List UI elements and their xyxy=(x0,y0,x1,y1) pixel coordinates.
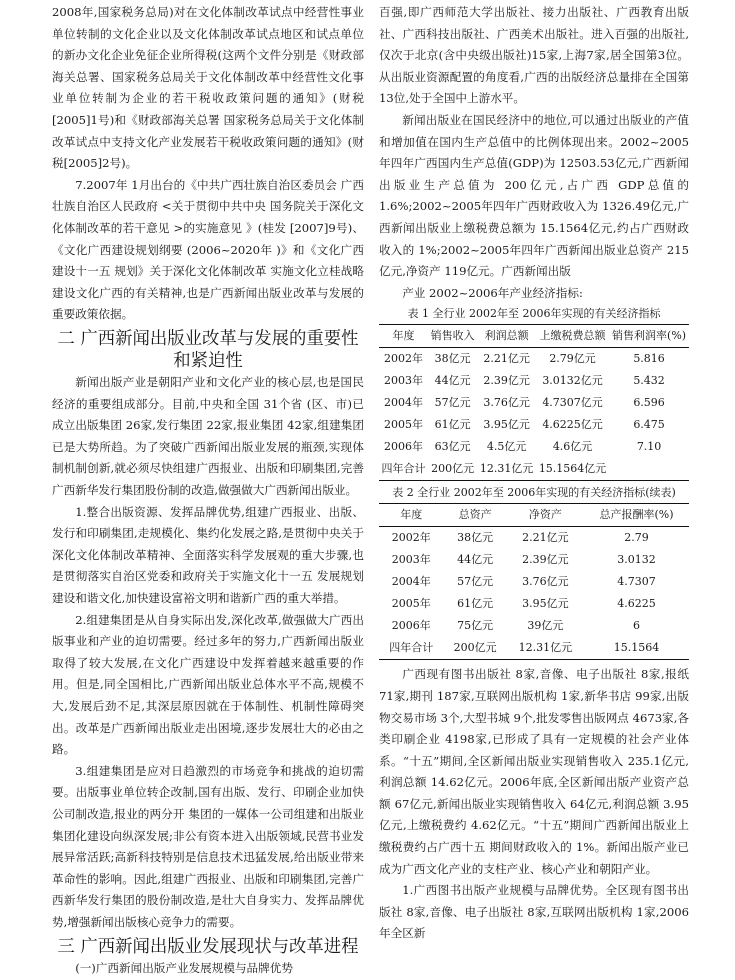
table-row xyxy=(379,370,689,392)
table-cell: 四年合计 xyxy=(381,462,426,476)
table-cell: 12.31亿元 xyxy=(518,641,573,655)
table-cell: 4.6亿元 xyxy=(552,440,593,454)
table-cell: 四年合计 xyxy=(389,641,434,655)
table-cell: 200亿元 xyxy=(431,462,475,476)
table-cell: 4.7307亿元 xyxy=(542,396,603,410)
paragraph-book-publishing: 1.广西图书出版产业规模与品牌优势。全区现有图书出版社 8家,音像、电子出版社 8家,互联网出版机构 1家,2006年全区新 xyxy=(379,883,689,941)
table-row xyxy=(379,549,689,571)
table-2-header: 总资产 xyxy=(458,508,492,522)
table-cell: 6.475 xyxy=(633,418,665,432)
table-cell: 44亿元 xyxy=(457,553,494,567)
table-1-header: 销售利润率(%) xyxy=(612,329,687,343)
table-row xyxy=(379,615,689,637)
paragraph-tax-policy: 2008年,国家税务总局)对在文化体制改革试点中经营性事业单位转制的文化企业以及文化体制改革试点地区和试点单位的新办文化企业免征企业所得税(这两个文件分别是《财政部海关总署、国家税务总局关于文化体制改革中经营性文化事业单位转制为企业的若干税收政策问题的通知》(财税[2005]1号)和《财政部海关总署 国家税务总局关于文化体制改革试点中支持文化产业发展若干税收政策问题的通知》(财税[2005]2号)。 xyxy=(52,5,364,171)
table-1-header: 年度 xyxy=(392,329,415,343)
table-cell: 2006年 xyxy=(384,440,424,454)
table-cell: 44亿元 xyxy=(434,374,471,388)
table-cell: 3.95亿元 xyxy=(522,597,569,611)
table-cell: 57亿元 xyxy=(434,396,471,410)
table-cell: 2004年 xyxy=(384,396,424,410)
table-row xyxy=(379,436,689,458)
table-cell: 2004年 xyxy=(391,575,431,589)
paragraph-economic-status: 新闻出版业在国民经济中的地位,可以通过出版业的产值和增加值在国内生产总值中的比例体现出来。2002~2005年四年广西国内生产总值(GDP)为 12503.53亿元,广西新闻出版业生产总值为 200亿元,占广西 GDP总值的 1.6%;2002~2005年四年广西财政收入为 1326.49亿元,广西新闻出版业上缴税费总额为 15.1564亿元,约占广西财政收入的 1%;2002~2005年四年广西新闻出版业总资产 215亿元,净资产 119亿元。广西新闻出版 xyxy=(379,112,689,279)
table-cell: 3.76亿元 xyxy=(522,575,569,589)
table-cell: 200亿元 xyxy=(453,641,497,655)
table-cell: 4.7307 xyxy=(617,575,656,589)
table-cell: 39亿元 xyxy=(527,619,564,633)
table-1 xyxy=(379,324,689,481)
table-row xyxy=(379,527,689,550)
table-cell: 61亿元 xyxy=(434,418,471,432)
table-cell: 2003年 xyxy=(391,553,431,567)
subsection-heading-1: (一)广西新闻出版产业发展规模与品牌优势 xyxy=(75,961,293,976)
table-2-caption: 表 2 全行业 2002年至 2006年实现的有关经济指标(续表) xyxy=(392,486,676,500)
section-heading-2: 二 广西新闻出版业改革与发展的重要性和紧迫性 xyxy=(57,328,359,371)
table-row xyxy=(379,348,689,371)
paragraph-indicator-intro: 产业 2002~2006年产业经济指标: xyxy=(402,285,583,300)
table-row xyxy=(379,571,689,593)
paragraph-point-3: 3.组建集团是应对日趋激烈的市场竞争和挑战的迫切需要。出版事业单位转企改制,国有出版、发行、印刷企业加快公司制改造,报业的两分开 集团的一媒体一公司组建和出版业集团化建设向纵深发展;非公有资本进入出版领域,民营书业发展异常活跃;高新科技特别是信息技术迅猛发展,给出版业带来革命性的影响。因此,组建广西报业、出版和印刷集团,完善广西新华发行集团的股份制改造,是壮大自身实力、发挥品牌优势,增强新闻出版核心竞争力的需要。 xyxy=(52,763,364,929)
table-cell: 3.0132亿元 xyxy=(542,374,603,388)
table-row xyxy=(379,593,689,615)
table-1-header: 上缴税费总额 xyxy=(539,329,606,343)
table-row xyxy=(379,458,689,481)
paragraph-policy-basis: 7.2007年 1月出台的《中共广西壮族自治区委员会 广西壮族自治区人民政府 <关于贯彻中共中央 国务院关于深化文化体制改革的若干意见 >的实施意见 》(桂发 [2007]9号)、《文化广西建设规划纲要 (2006~2020年 )》和《文化广西建设十一五 规划》关于深化文化体制改革 实施文化立桂战略 建设文化广西的有关精神,也是广西新闻出版业改革与发展的重要政策依据。 xyxy=(52,177,364,322)
table-2-header: 净资产 xyxy=(528,508,562,522)
table-cell: 2006年 xyxy=(391,619,431,633)
table-cell: 2002年 xyxy=(391,531,431,545)
paragraph-top-publishers: 百强,即广西师范大学出版社、接力出版社、广西教育出版社、广西科技出版社、广西美术出版社。进入百强的出版社,仅次于北京(含中央级出版社)15家,上海7家,居全国第3位。从出版业资源配置的角度看,广西的出版经济总量排在全国第13位,处于全国中上游水平。 xyxy=(379,5,689,106)
table-cell: 2.39亿元 xyxy=(522,553,569,567)
table-cell: 4.5亿元 xyxy=(486,440,527,454)
left-column xyxy=(52,2,364,980)
table-cell: 15.1564 xyxy=(613,641,660,655)
paragraph-point-1: 1.整合出版资源、发挥品牌优势,组建广西报业、出版、发行和印刷集团,走规模化、集约化发展之路,是贯彻中央关于深化文化体制改革精神、全面落实科学发展观的重大步骤,也是贯彻落实自治区党委和政府关于实施文化十一五 发展规划建设和谐文化,加快建设富裕文明和谐新广西的重大举措。 xyxy=(52,504,364,606)
table-cell: 2.79亿元 xyxy=(549,352,596,366)
table-cell: 2002年 xyxy=(384,352,424,366)
table-2-header-row xyxy=(379,504,689,527)
table-cell: 2005年 xyxy=(391,597,431,611)
paragraph-point-2: 2.组建集团是从自身实际出发,深化改革,做强做大广西出版事业和产业的迫切需要。经过多年的努力,广西新闻出版业取得了较大发展,在文化广西建设中发挥着越来越重要的作用。但是,同全国相比,广西新闻出版业总体水平不高,规模不大,发展后劲不足,其深层原因就在于体制性、机制性障碍突出。改革是广西新闻出版业走出困境,逐步发展壮大的必由之路。 xyxy=(52,612,364,757)
table-cell: 57亿元 xyxy=(457,575,494,589)
paragraph-industry-core: 新闻出版产业是朝阳产业和文化产业的核心层,也是国民经济的重要组成部分。目前,中央和全国 31个省 (区、市)已成立出版集团 26家,发行集团 22家,报业集团 42家,组建集团已是大势所趋。为了突破广西新闻出版业发展的瓶颈,实现体制机制创新,就必须尽快组建广西报业、出版和印刷集团,完善广西新华发行集团股份制的改造,做强做大广西新闻出版业。 xyxy=(52,375,364,498)
table-cell: 15.1564亿元 xyxy=(538,462,607,476)
table-cell: 2.21亿元 xyxy=(522,531,569,545)
table-cell: 7.10 xyxy=(636,440,662,454)
right-column xyxy=(379,2,689,945)
section-heading-3: 三 广西新闻出版业发展现状与改革进程 xyxy=(57,936,359,957)
table-2-header: 总产报酬率(%) xyxy=(599,508,674,522)
table-1-header: 利润总额 xyxy=(484,329,529,343)
table-cell: 61亿元 xyxy=(457,597,494,611)
table-cell: 2003年 xyxy=(384,374,424,388)
table-cell: 38亿元 xyxy=(457,531,494,545)
table-cell: 6 xyxy=(633,619,641,633)
table-cell: 3.76亿元 xyxy=(483,396,530,410)
table-cell: 2005年 xyxy=(384,418,424,432)
table-row xyxy=(379,637,689,660)
table-2-header: 年度 xyxy=(400,508,423,522)
table-row xyxy=(379,392,689,414)
table-1-header-row xyxy=(379,325,689,348)
table-cell: 2.79 xyxy=(624,531,649,545)
table-1-header: 销售收入 xyxy=(430,329,475,343)
table-1-caption: 表 1 全行业 2002年至 2006年实现的有关经济指标 xyxy=(407,307,661,321)
table-cell: 12.31亿元 xyxy=(479,462,534,476)
table-cell: 2.39亿元 xyxy=(483,374,530,388)
table-cell: 3.0132 xyxy=(617,553,656,567)
table-cell: 6.596 xyxy=(633,396,665,410)
table-cell: 2.21亿元 xyxy=(483,352,530,366)
table-cell xyxy=(609,458,689,481)
table-cell: 4.6225亿元 xyxy=(542,418,603,432)
table-cell: 3.95亿元 xyxy=(483,418,530,432)
table-cell: 4.6225 xyxy=(617,597,656,611)
table-cell: 63亿元 xyxy=(434,440,471,454)
table-cell: 5.816 xyxy=(633,352,665,366)
table-cell: 75亿元 xyxy=(457,619,494,633)
table-cell: 5.432 xyxy=(633,374,665,388)
table-2 xyxy=(379,503,689,660)
paragraph-industry-scale: 广西现有图书出版社 8家,音像、电子出版社 8家,报纸 71家,期刊 187家,互联网出版机构 1家,新华书店 99家,出版物交易市场 3个,大型书城 9个,批发零售出版网点 4673家,各类印刷企业 4198家,已形成了具有一定规模的社会产业体系。“十五”期间,全区新闻出版业实现销售收入 235.1亿元,利润总额 14.62亿元。2006年底,全区新闻出版产业资产总额 67亿元,新闻出版业实现销售收入 64亿元,利润总额 3.95亿元,上缴税费约 4.62亿元。“十五”期间广西新闻出版业上缴税费约占广西十五 期间财政收入的 1%。新闻出版产业已成为广西文化产业的支柱产业、核心产业和朝阳产业。 xyxy=(379,667,689,876)
table-row xyxy=(379,414,689,436)
table-cell: 38亿元 xyxy=(434,352,471,366)
